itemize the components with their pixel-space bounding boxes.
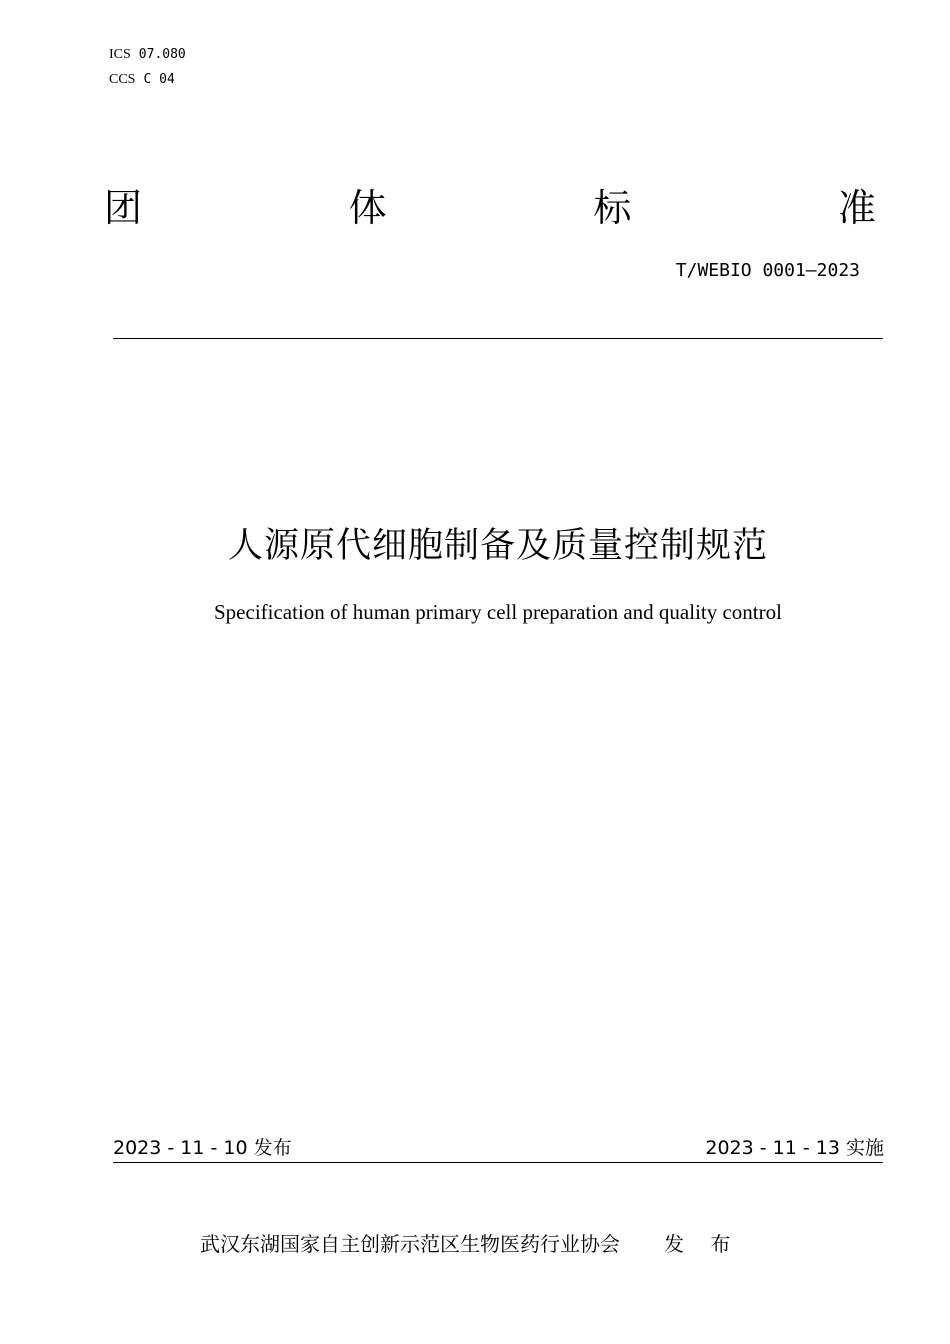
publisher-label: 发 布 <box>664 1232 741 1256</box>
publisher-line <box>200 1228 740 1257</box>
ics-label: ICS <box>109 47 131 62</box>
release-date: 2023 - 11 - 10 发布 <box>113 1137 292 1159</box>
ccs-code: C 04 <box>143 72 175 87</box>
standard-number: T/WEBIO 0001—2023 <box>675 260 860 281</box>
ics-line <box>109 47 186 63</box>
ccs-line <box>109 72 175 88</box>
header-divider <box>113 338 883 339</box>
implementation-date: 2023 - 11 - 13 实施 <box>705 1137 884 1159</box>
standard-type-char: 准 <box>837 186 876 230</box>
standard-type-heading <box>104 184 876 232</box>
standard-type-char: 标 <box>593 186 632 230</box>
publisher-name: 武汉东湖国家自主创新示范区生物医药行业协会 <box>200 1232 620 1256</box>
standard-type-char: 团 <box>104 186 143 230</box>
ccs-label: CCS <box>109 72 136 87</box>
ics-code: 07.080 <box>138 47 186 62</box>
footer-divider <box>113 1162 883 1163</box>
document-title-cn: 人源原代细胞制备及质量控制规范 <box>227 526 768 566</box>
standard-type-char: 体 <box>348 186 387 230</box>
document-title-en: Specification of human primary cell preparation and quality control <box>214 600 782 624</box>
